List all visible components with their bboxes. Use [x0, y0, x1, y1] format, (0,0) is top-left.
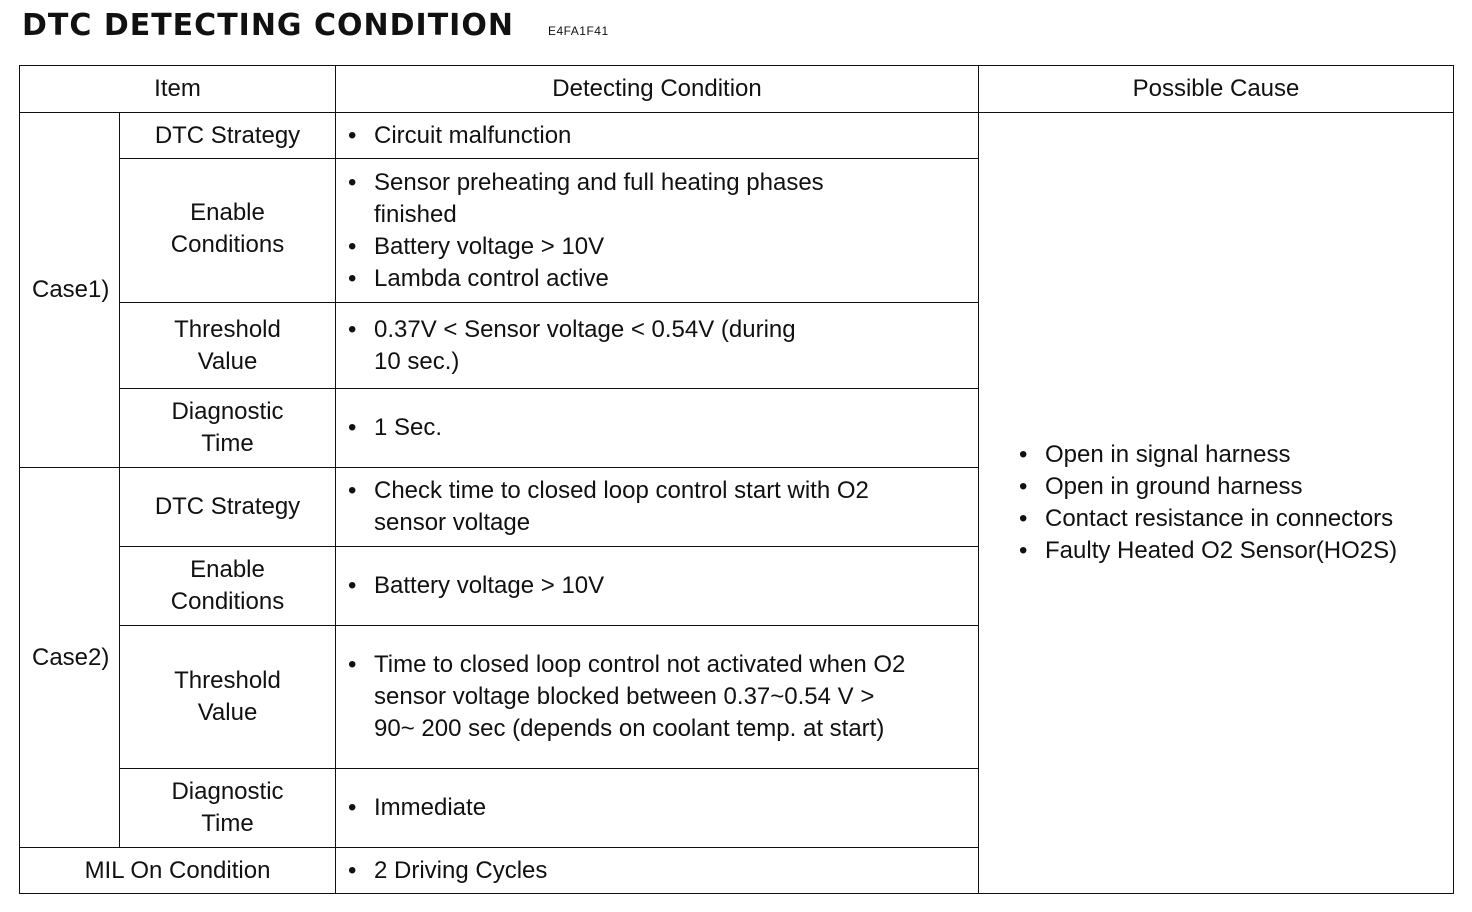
item-label-text: Enable Conditions: [170, 556, 285, 615]
item-label: DTC Strategy: [120, 113, 336, 159]
cause-item: • Faulty Heated O2 Sensor(HO2S): [1045, 535, 1453, 567]
condition-item: • Immediate: [374, 792, 978, 824]
item-label-text: Enable Conditions: [170, 199, 285, 258]
condition-item: • Lambda control active: [374, 263, 848, 295]
page-header: [22, 4, 609, 44]
condition-item: • Check time to closed loop control start with O2 sensor voltage: [374, 475, 878, 539]
mil-label: MIL On Condition: [20, 848, 336, 894]
possible-cause-cell: [979, 113, 1454, 894]
header-condition: Detecting Condition: [336, 66, 979, 113]
cause-item: • Open in ground harness: [1045, 471, 1453, 503]
condition-item: • Sensor preheating and full heating phases finished: [374, 167, 848, 231]
header-item: Item: [20, 66, 336, 113]
document-code: E4FA1F41: [547, 24, 609, 38]
condition-item: • 1 Sec.: [374, 412, 978, 444]
condition-cell: [336, 303, 979, 389]
condition-cell: [336, 848, 979, 894]
cause-item: • Contact resistance in connectors: [1045, 503, 1453, 535]
condition-cell: [336, 769, 979, 848]
condition-cell: [336, 159, 979, 303]
item-label: [120, 389, 336, 468]
header-row: [20, 66, 1454, 113]
condition-item: • 0.37V < Sensor voltage < 0.54V (during 10 sec.): [374, 314, 818, 378]
table-row: [20, 113, 1454, 159]
item-label: [120, 769, 336, 848]
item-label: [120, 303, 336, 389]
item-label: [120, 626, 336, 769]
item-label: DTC Strategy: [120, 468, 336, 547]
item-label-text: Threshold Value: [174, 315, 281, 375]
condition-item: • Battery voltage > 10V: [374, 570, 978, 602]
item-label: [120, 159, 336, 303]
condition-item: • Time to closed loop control not activated when O2 sensor voltage blocked between 0.37~0.54 V > 90~ 200 sec (depends on coolant temp. at start): [374, 649, 918, 745]
page-title: DTC DETECTING CONDITION: [22, 8, 514, 43]
condition-item: • 2 Driving Cycles: [374, 855, 978, 887]
condition-cell: [336, 468, 979, 547]
cause-item: • Open in signal harness: [1045, 439, 1453, 471]
dtc-table: [19, 65, 1454, 894]
condition-cell: [336, 626, 979, 769]
item-label-text: Diagnostic Time: [171, 398, 284, 457]
condition-item: • Battery voltage > 10V: [374, 231, 848, 263]
condition-cell: [336, 547, 979, 626]
item-label-text: Threshold Value: [174, 667, 281, 726]
condition-cell: [336, 113, 979, 159]
case-label: Case1): [20, 113, 120, 468]
header-cause: Possible Cause: [979, 66, 1454, 113]
item-label: [120, 547, 336, 626]
condition-cell: [336, 389, 979, 468]
case-label: Case2): [20, 468, 120, 848]
item-label-text: Diagnostic Time: [171, 778, 284, 837]
condition-item: • Circuit malfunction: [374, 120, 978, 152]
